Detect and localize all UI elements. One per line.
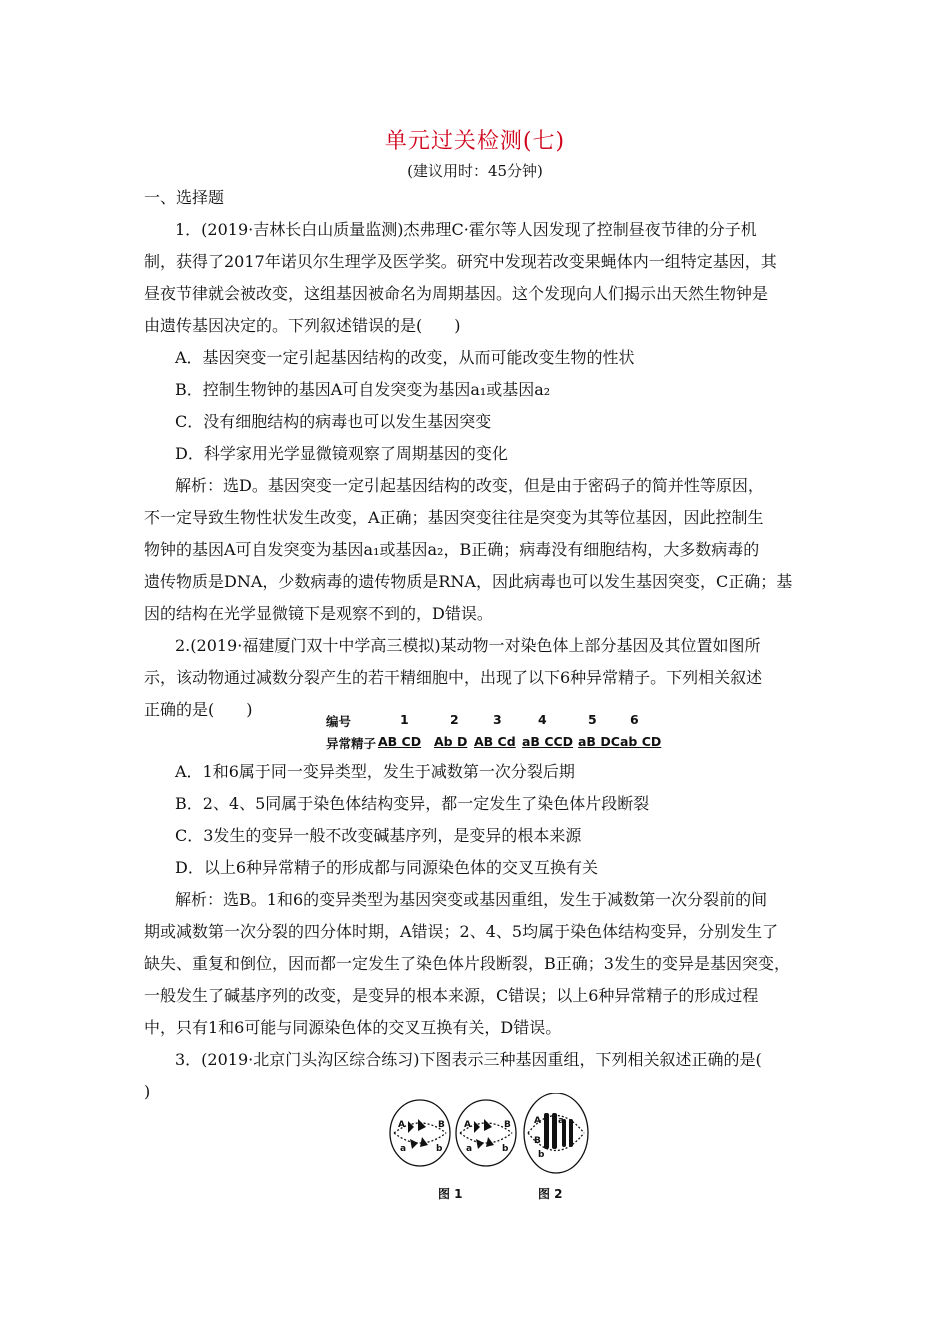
table-number: 2: [450, 712, 459, 727]
table-sperm: ab CD: [620, 734, 662, 749]
gene-label: a: [466, 1144, 473, 1154]
q2-stem-line: 示，该动物通过减数分裂产生的若干精细胞中，出现了以下6种异常精子。下列相关叙述: [144, 668, 763, 687]
table-sperm: aB DC: [578, 734, 620, 749]
table-header-label: 编号: [326, 714, 352, 729]
gene-label: a: [400, 1144, 407, 1154]
q2-analysis-line: 期或减数第一次分裂的四分体时期，A错误；2、4、5均属于染色体结构变异，分别发生了: [144, 922, 779, 941]
gene-label: a: [558, 1116, 565, 1126]
table-number: 1: [400, 712, 409, 727]
q1-analysis-line: 解析：选D。基因突变一定引起基因结构的改变，但是由于密码子的简并性等原因，: [175, 476, 764, 495]
document-title: 单元过关检测(七): [384, 129, 566, 154]
q1-analysis-line: 不一定导致生物性状发生改变，A正确；基因突变往往是突变为其等位基因，因此控制生: [144, 508, 764, 527]
q2-option-d: D．以上6种异常精子的形成都与同源染色体的交叉互换有关: [175, 858, 599, 877]
gene-label: b: [436, 1144, 443, 1154]
gene-label: A: [398, 1120, 405, 1130]
table-sperm: AB Cd: [474, 734, 516, 749]
cell-2-outline: [456, 1100, 516, 1166]
figure-2-caption: 图 2: [538, 1187, 563, 1201]
q1-option-c: C．没有细胞结构的病毒也可以发生基因突变: [175, 412, 492, 431]
q2-option-a: A．1和6属于同一变异类型，发生于减数第一次分裂后期: [175, 762, 575, 781]
table-sperm: AB CD: [378, 734, 422, 749]
q1-option-d: D．科学家用光学显微镜观察了周期基因的变化: [175, 444, 508, 463]
gene-label: A: [464, 1120, 471, 1130]
table-sperm: Ab D: [434, 734, 468, 749]
gene-label: A: [534, 1116, 541, 1126]
cell-division-diagrams: [388, 1093, 594, 1201]
recombination-figure: [388, 1093, 594, 1201]
table-sperm: aB CCD: [522, 734, 574, 749]
section-heading: 一、选择题: [144, 188, 225, 207]
gene-label: b: [502, 1144, 509, 1154]
q1-option-b: B．控制生物钟的基因A可自发突变为基因a₁或基因a₂: [175, 380, 551, 399]
q2-analysis-line: 一般发生了碱基序列的改变，是变异的根本来源，C错误；以上6种异常精子的形成过程: [144, 986, 759, 1005]
table-number: 6: [630, 712, 639, 727]
q1-analysis-line: 遗传物质是DNA，少数病毒的遗传物质是RNA，因此病毒也可以发生基因突变，C正确；基: [144, 572, 793, 591]
table-number: 5: [588, 712, 597, 727]
gene-label: B: [534, 1136, 541, 1146]
figure-1-caption: 图 1: [438, 1187, 463, 1201]
q1-stem-line: 由遗传基因决定的。下列叙述错误的是( ): [144, 316, 461, 335]
q2-analysis-line: 解析：选B。1和6的变异类型为基因突变或基因重组，发生于减数第一次分裂前的间: [175, 890, 768, 909]
suggested-time: (建议用时：45分钟): [407, 162, 543, 180]
cell-1-outline: [390, 1100, 450, 1166]
gene-label: B: [504, 1120, 511, 1130]
gene-label: b: [538, 1150, 545, 1160]
table-number: 4: [538, 712, 547, 727]
q2-analysis-line: 中，只有1和6可能与同源染色体的交叉互换有关，D错误。: [144, 1018, 562, 1037]
q2-analysis-line: 缺失、重复和倒位，因而都一定发生了染色体片段断裂，B正确；3发生的变异是基因突变，: [144, 954, 790, 973]
q1-stem-line: 制，获得了2017年诺贝尔生理学及医学奖。研究中发现若改变果蝇体内一组特定基因，其: [144, 252, 777, 271]
q2-stem-line: 正确的是( ): [144, 700, 253, 719]
q2-option-b: B．2、4、5同属于染色体结构变异，都一定发生了染色体片段断裂: [175, 794, 650, 813]
q3-stem-line: 3．(2019·北京门头沟区综合练习)下图表示三种基因重组，下列相关叙述正确的是(: [175, 1050, 762, 1069]
gene-label: B: [438, 1120, 445, 1130]
q2-option-c: C．3发生的变异一般不改变碱基序列，是变异的根本来源: [175, 826, 582, 845]
q2-stem-line: 2.(2019·福建厦门双十中学高三模拟)某动物一对染色体上部分基因及其位置如图所: [175, 636, 761, 655]
table-row-label: 异常精子: [326, 736, 377, 751]
q3-stem-line: ): [144, 1082, 151, 1101]
q1-analysis-line: 因的结构在光学显微镜下是观察不到的，D错误。: [144, 604, 493, 623]
q1-stem-line: 1．(2019·吉林长白山质量监测)杰弗理C·霍尔等人因发现了控制昼夜节律的分子机: [175, 220, 757, 239]
q1-analysis-line: 物钟的基因A可自发突变为基因a₁或基因a₂，B正确；病毒没有细胞结构，大多数病毒的: [144, 540, 760, 559]
q1-option-a: A．基因突变一定引起基因结构的改变，从而可能改变生物的性状: [175, 348, 635, 367]
table-number: 3: [493, 712, 502, 727]
q1-stem-line: 昼夜节律就会被改变，这组基因被命名为周期基因。这个发现向人们揭示出天然生物钟是: [144, 284, 769, 303]
